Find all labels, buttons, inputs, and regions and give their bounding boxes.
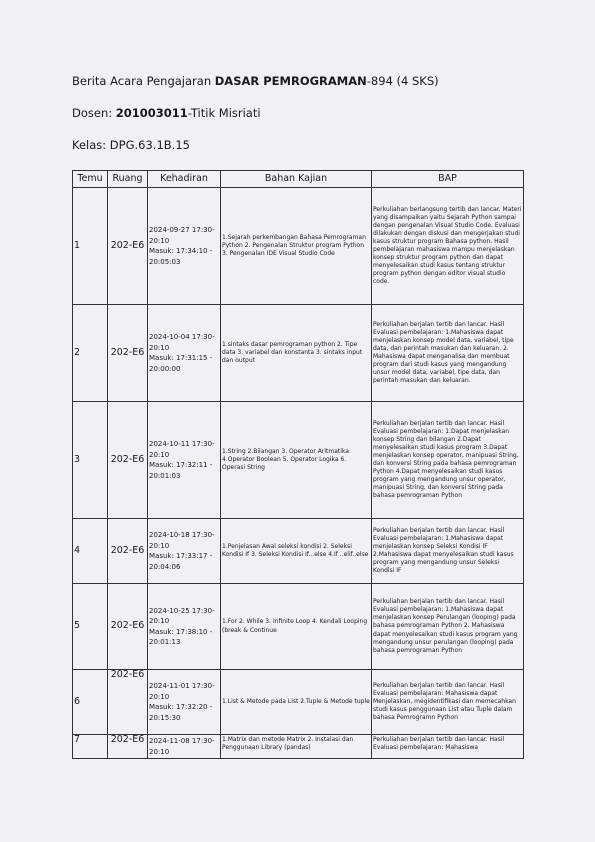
attendance-text: Masuk: 17:31:15 - 20:00:00 [149, 354, 213, 373]
lecturer-label: Dosen: [72, 106, 116, 120]
schedule-text: 2024-10-18 17:30-20:10 [149, 531, 215, 550]
course-code: -894 (4 SKS) [366, 74, 439, 88]
col-header-bap: BAP [372, 171, 524, 188]
class-line: Kelas: DPG.63.1B.15 [72, 138, 190, 152]
lecturer-name: -Titik Misriati [187, 106, 261, 120]
table-row [73, 670, 524, 735]
ruang-cell: 202-E6 [108, 735, 148, 759]
lecturer-line [72, 106, 261, 120]
kehadiran-cell [148, 735, 221, 759]
attendance-text: Masuk: 17:34:10 - 20:05:03 [149, 247, 213, 266]
col-header-bahan-kajian: Bahan Kajian [221, 171, 372, 188]
schedule-text: 2024-10-11 17:30-20:10 [149, 440, 215, 459]
schedule-text: 2024-11-01 17:30-20:10 [149, 682, 215, 701]
bahan-kajian-cell: 1.Sejarah perkembangan Bahasa Pemrograman Python 2. Pengenalan Struktur program Python 3. Pengenalan IDE Visual Studio Code [221, 188, 372, 305]
schedule-text: 2024-10-25 17:30-20:10 [149, 606, 215, 625]
bahan-kajian-cell: 1.Penjelasan Awal seleksi kondisi 2. Seleksi Kondisi If 3. Seleksi Kondisi If...else 4.If ..elif..else [221, 519, 372, 584]
lecturer-id: 201003011 [115, 106, 188, 120]
schedule-text: 2024-10-04 17:30-20:10 [149, 333, 215, 352]
kehadiran-cell [148, 519, 221, 584]
bap-cell: Perkuliahan berjalan tertib dan lancar. Hasil Evaluasi pembelajaran: Mahasiswa [372, 735, 524, 759]
temu-cell: 5 [73, 584, 108, 670]
bap-cell: Perkuliahan berjalan tertib dan lancar. Hasil Evaluasi pembelajaran: Mahasiswa dapat Menjelaskan, megidentifikasi dan memecahkan studi kasus penggunaan List atau Tuple dalam bahasa Pemrogramn Python [372, 670, 524, 735]
bap-table [72, 170, 524, 759]
table-row [73, 735, 524, 759]
ruang-cell: 202-E6 [108, 188, 148, 305]
attendance-text: Masuk: 17:32:11 - 20:01:03 [149, 461, 213, 480]
kehadiran-cell [148, 188, 221, 305]
bahan-kajian-cell: 1.String 2.Bilangan 3. Operator Aritmatika 4.Operator Boolean 5. Operator Logika 6. Operasi String [221, 402, 372, 519]
bahan-kajian-cell: 1.For 2. While 3. Infinite Loop 4. Kendali Looping (break & Continue [221, 584, 372, 670]
bahan-kajian-cell: 1.Matrix dan metode Matrix 2. Instalasi dan Penggunaan Library (pandas) [221, 735, 372, 759]
ruang-cell: 202-E6 [108, 305, 148, 402]
table-header-row [73, 171, 524, 188]
course-name: DASAR PEMROGRAMAN [214, 74, 367, 88]
kehadiran-cell [148, 584, 221, 670]
schedule-text: 2024-09-27 17:30-20:10 [149, 226, 215, 245]
attendance-text: Masuk: 17:33:17 - 20:04:06 [149, 552, 213, 571]
document-title [72, 74, 439, 88]
ruang-cell: 202-E6 [108, 670, 148, 735]
temu-cell: 2 [73, 305, 108, 402]
temu-cell: 3 [73, 402, 108, 519]
attendance-text: Masuk: 17:38:10 - 20:01:13 [149, 627, 213, 646]
bap-cell: Perkuliahan berjalan tertib dan lancar. Hasil Evaluasi pembelajaran: 1.Dapat menjelaskan konsep String dan bilangan 2.Dapat menyelesaikan studi kasus program 3.Dapat menjelaskan konsep operator, manipuasi String, dan konversi String pada bahasa pemrograman Python 4.Dapat menyelesaikan studi kasus program yang mengandung unsur operator, manipuasi String, dan konversi String pada bahasa pemrograman Python [372, 402, 524, 519]
col-header-ruang: Ruang [108, 171, 148, 188]
table-row [73, 188, 524, 305]
bap-cell: Perkuliahan berjalan tertib dan lancar. Hasil Evaluasi pembelajaran: 1.Mahasiswa dapat menjelaskan konsep model data, variabel, tipe data, dan perintah masukan dan keluaran. 2. Mahasiswa dapat menganalisa dan membuat program dari studi kasus yang mengandung unsur model data, variabel, tipe data, dan perintah masukan dan keluaran. [372, 305, 524, 402]
title-prefix: Berita Acara Pengajaran [72, 74, 215, 88]
ruang-cell: 202-E6 [108, 402, 148, 519]
temu-cell: 1 [73, 188, 108, 305]
table-row [73, 305, 524, 402]
kehadiran-cell [148, 402, 221, 519]
bap-cell: Perkuliahan berjalan tertib dan lancar. Hasil Evaluasi pembelajaran: 1.Mahasiswa dapat menjelaskan konsep Perulangan (looping) pada bahasa pemrograman Python 2. Mahasiswa dapat menyelesaikan studi kasus program yang mengandung unsur perulangan (looping) pada bahasa pemrograman Python [372, 584, 524, 670]
temu-cell: 6 [73, 670, 108, 735]
schedule-text: 2024-11-08 17:30-20:10 [149, 737, 215, 756]
temu-cell: 4 [73, 519, 108, 584]
temu-cell: 7 [73, 735, 108, 759]
col-header-kehadiran: Kehadiran [148, 171, 221, 188]
kehadiran-cell [148, 670, 221, 735]
bap-cell: Perkuliahan berlangsung tertib dan lancar. Materi yang disampaikan yaitu Sejarah Python sampai dengan pengenalan Visual Studio Code. Evaluasi dilakukan dengan diskusi dan mengerjakan studi kasus struktur program Bahasa python. Hasil pembelajaran mahasiswa mampu menjelaskan konsep struktur program python dan dapat menyelesaikan studi kasus tentang struktur program python dengan editor visual studio code. [372, 188, 524, 305]
bahan-kajian-cell: 1.List & Metode pada List 2.Tuple & Metode tuple [221, 670, 372, 735]
table-row [73, 584, 524, 670]
ruang-cell: 202-E6 [108, 519, 148, 584]
ruang-cell: 202-E6 [108, 584, 148, 670]
table-row [73, 519, 524, 584]
bap-cell: Perkuliahan berjalan tertib dan lancar. Hasil Evaluasi pembelajaran: 1.Mahasiswa dapat menjelaskan konsep Seleksi Kondisi IF 2.Mahasiswa dapat menyelesaikan studi kasus program yang mengandung unsur Seleksi Kondisi IF [372, 519, 524, 584]
col-header-temu: Temu [73, 171, 108, 188]
table-row [73, 402, 524, 519]
attendance-text: Masuk: 17:32:20 - 20:15:30 [149, 703, 213, 722]
kehadiran-cell [148, 305, 221, 402]
bahan-kajian-cell: 1.sintaks dasar pemrograman python 2. Tipe data 3. variabel dan konstanta 3. sintaks input dan output [221, 305, 372, 402]
